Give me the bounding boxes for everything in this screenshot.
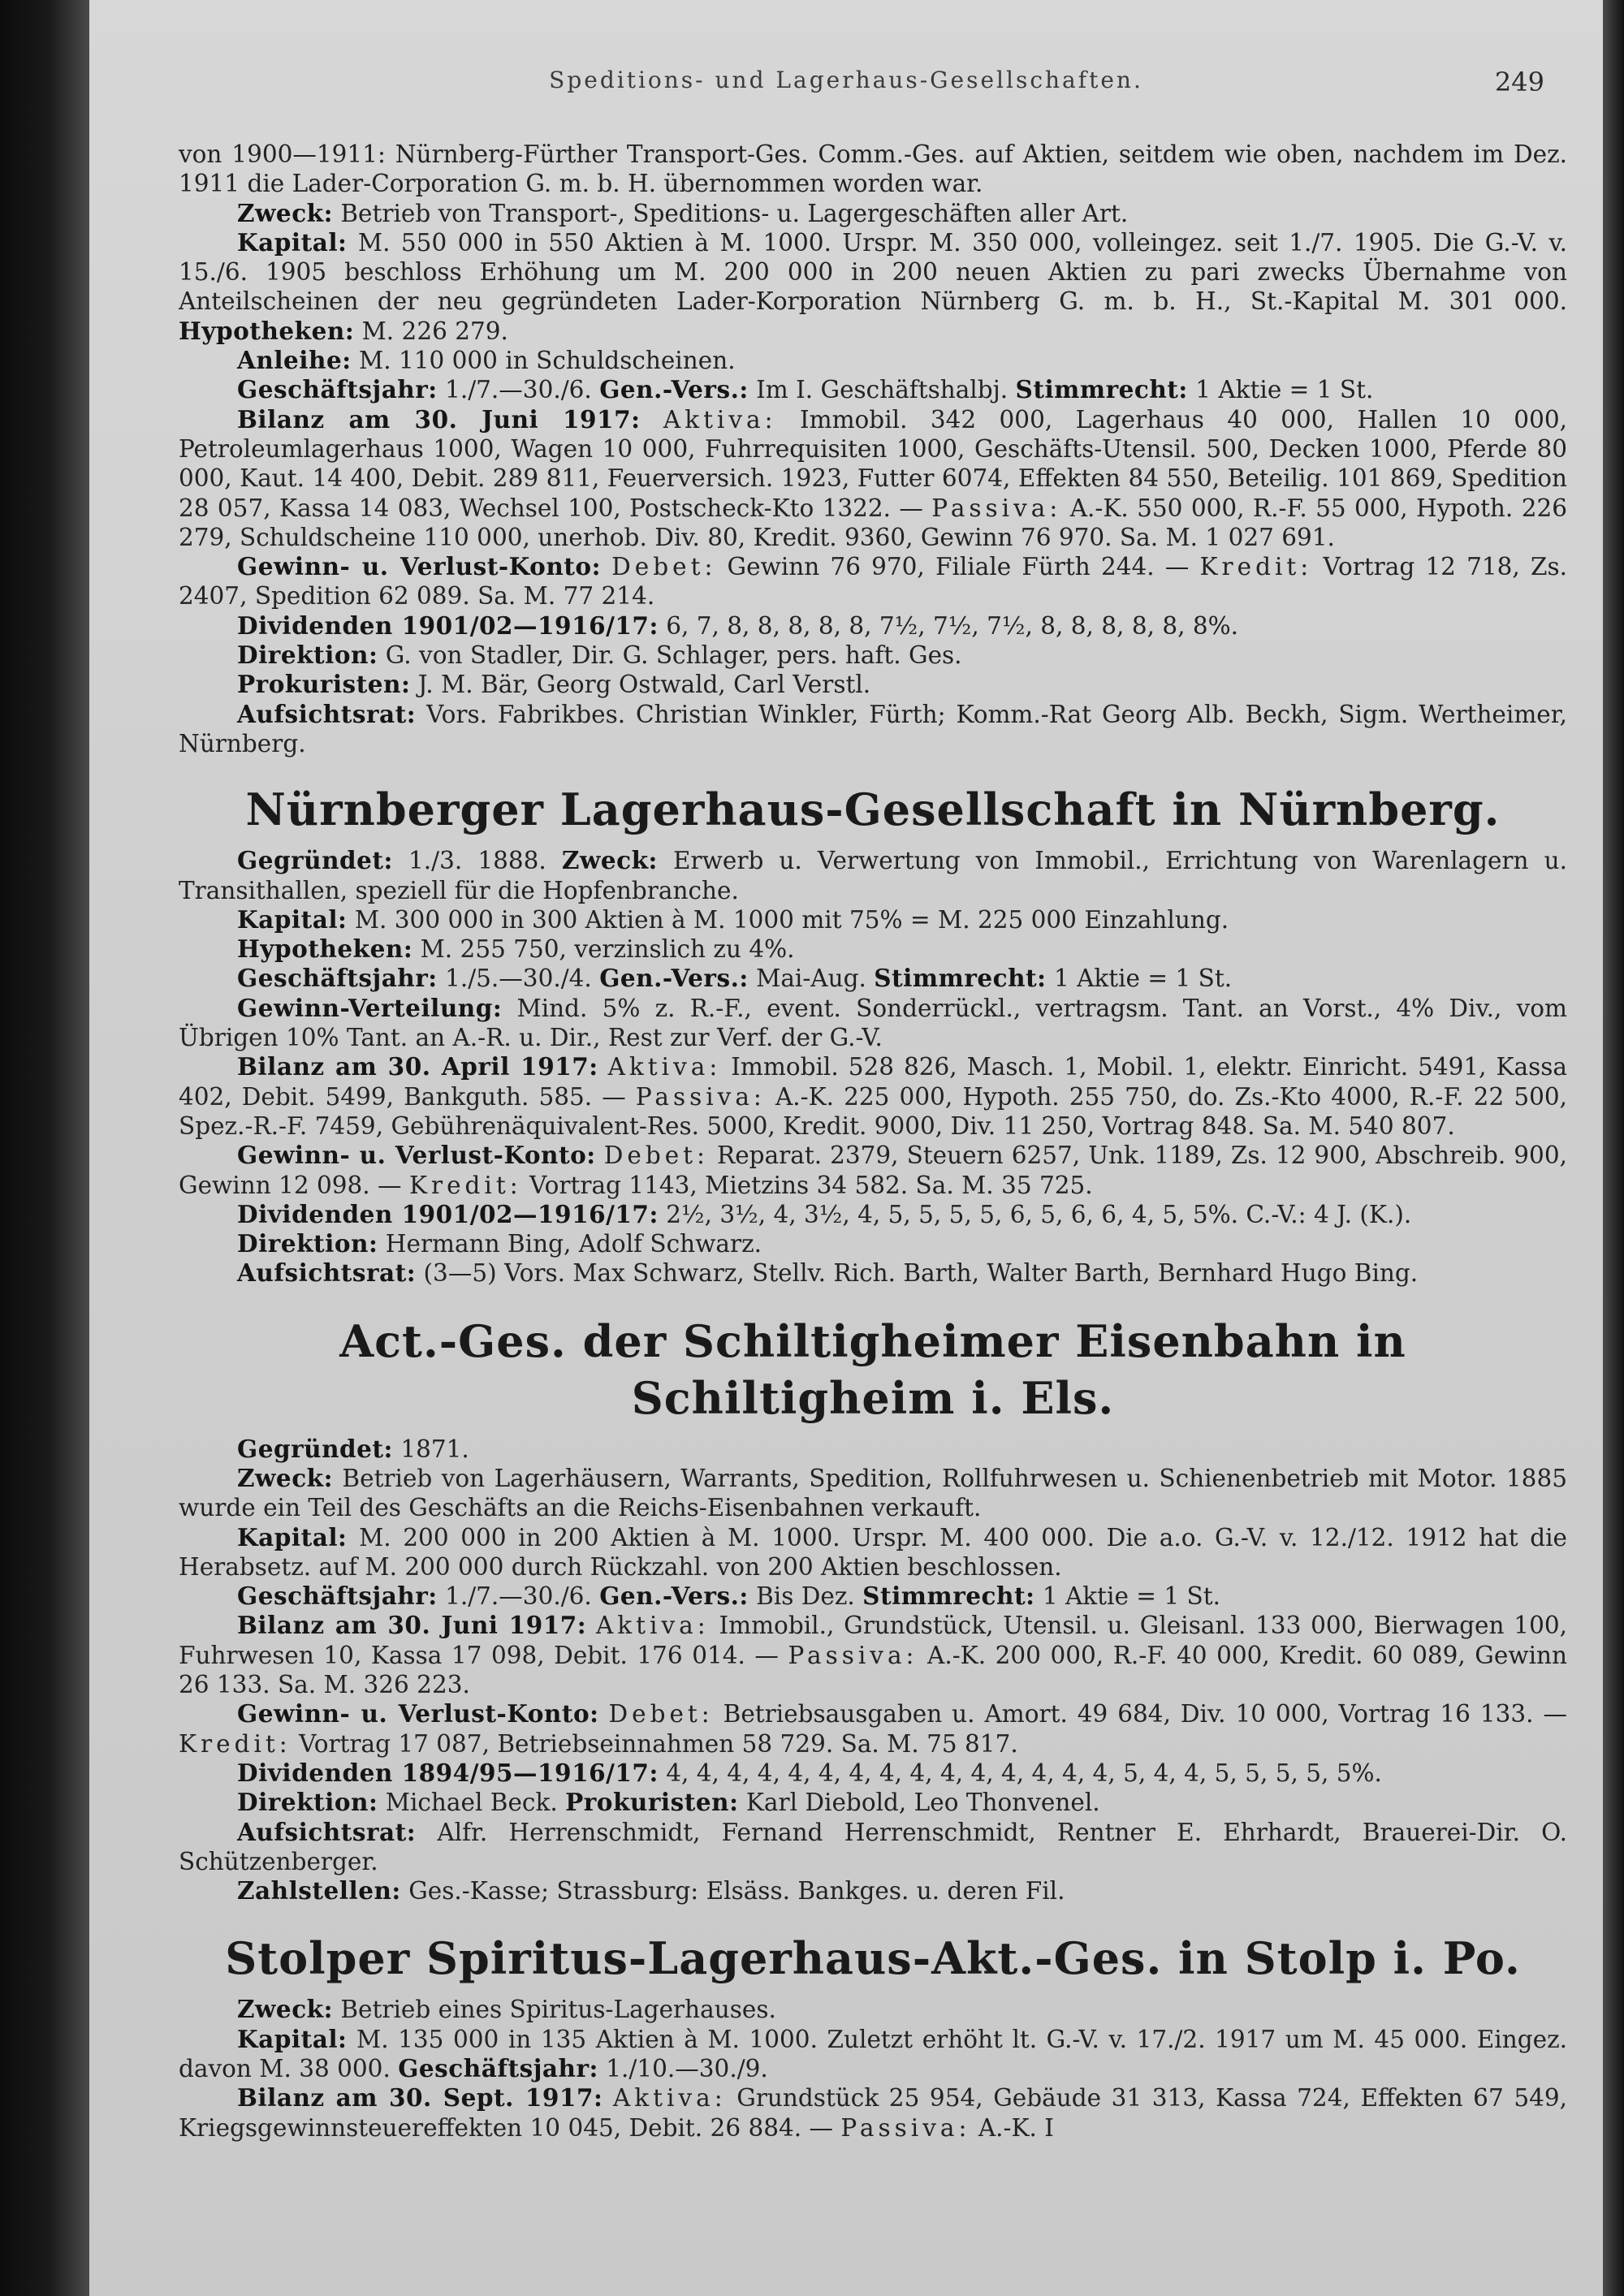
- field-label: Kapital:: [237, 904, 348, 934]
- field-label: Aufsichtsrat:: [237, 1817, 417, 1846]
- field-label: Direktion:: [237, 1788, 378, 1817]
- field-text: 1 Aktie = 1 St.: [1187, 376, 1374, 404]
- entry-paragraph: [179, 964, 1567, 993]
- field-label: Dividenden 1894/95—1916/17:: [237, 1758, 659, 1787]
- account-side-label: Aktiva:: [595, 1612, 710, 1640]
- account-side-label: Passiva:: [840, 2113, 971, 2142]
- field-text: A.-K. I: [970, 2113, 1054, 2142]
- entry-paragraph: [179, 1052, 1567, 1141]
- entry-paragraph: [179, 641, 1567, 670]
- field-label: Kapital:: [237, 2024, 348, 2053]
- field-label: Bilanz am 30. April 1917:: [237, 1052, 598, 1081]
- field-label: Kapital:: [237, 1522, 348, 1552]
- field-label: Zweck:: [237, 1463, 333, 1492]
- field-text: M. 300 000 in 300 Aktien à M. 1000 mit 75% = M. 225 000 Einzahlung.: [347, 905, 1229, 934]
- field-label: Bilanz am 30. Juni 1917:: [237, 1611, 587, 1640]
- field-text: M. 200 000 in 200 Aktien à M. 1000. Urspr. M. 400 000. Die a.o. G.-V. v. 12./12. 1912 hat die Herabsetz. auf M. 200 000 durch Rückzahl. von 200 Aktien beschlossen.: [179, 1523, 1567, 1581]
- field-label: Gegründet:: [237, 1434, 393, 1463]
- field-text: Bis Dez.: [748, 1582, 863, 1611]
- entry-paragraph: [179, 1788, 1567, 1817]
- field-text: M. 135 000 in 135 Aktien à M. 1000. Zuletzt erhöht lt. G.-V. v. 17./2. 1917 um M. 45 000. Eingez. davon M. 38 000.: [179, 2025, 1567, 2083]
- field-text: 4, 4, 4, 4, 4, 4, 4, 4, 4, 4, 4, 4, 4, 4, 4, 5, 4, 4, 5, 5, 5, 5, 5%.: [658, 1759, 1382, 1787]
- entry-paragraph: [179, 1141, 1567, 1200]
- field-label: Geschäftsjahr:: [237, 1582, 438, 1611]
- account-side-label: Debet:: [611, 553, 717, 581]
- field-label: Bilanz am 30. Sept. 1917:: [237, 2083, 603, 2113]
- field-text: 2½, 3½, 4, 3½, 4, 5, 5, 5, 5, 6, 5, 6, 6, 4, 5, 5%. C.-V.: 4 J. (K.).: [658, 1200, 1412, 1228]
- field-text: A.-K. 225 000, Hypoth. 255 750, do. Zs.-Kto 4000, R.-F. 22 500, Spez.-R.-F. 7459, Gebührenäquivalent-Res. 5000, Kredit. 9000, Div. 11 250, Vortrag 848. Sa. M. 540 807.: [179, 1082, 1567, 1140]
- field-text: Grundstück 25 954, Gebäude 31 313, Kassa 724, Effekten 67 549, Kriegsgewinnsteuereffekten 10 045, Debit. 26 884. —: [179, 2084, 1567, 2142]
- field-text: Vortrag 12 718, Zs. 2407, Spedition 62 089. Sa. M. 77 214.: [179, 553, 1567, 611]
- entry-paragraph: [179, 611, 1567, 641]
- field-text: Michael Beck.: [378, 1789, 566, 1817]
- field-text: G. von Stadler, Dir. G. Schlager, pers. haft. Ges.: [378, 641, 962, 670]
- field-label: Zweck:: [237, 198, 333, 227]
- entry-paragraph: [179, 905, 1567, 934]
- entry-paragraph: [179, 1759, 1567, 1788]
- field-text: [641, 406, 663, 434]
- field-text: Ges.-Kasse; Strassburg: Elsäss. Bankges. u. deren Fil.: [400, 1877, 1065, 1905]
- field-label: Dividenden 1901/02—1916/17:: [237, 1199, 659, 1228]
- field-label: Zweck:: [561, 846, 658, 875]
- field-label: Gewinn-Verteilung:: [237, 993, 503, 1022]
- entry-paragraph: [179, 1523, 1567, 1582]
- field-text: Vortrag 17 087, Betriebseinnahmen 58 729. Sa. M. 75 817.: [291, 1729, 1018, 1758]
- field-label: Prokuristen:: [565, 1788, 739, 1817]
- field-text: Immobil. 342 000, Lagerhaus 40 000, Hallen 10 000, Petroleumlagerhaus 1000, Wagen 10 000, Fuhrrequisiten 1000, Geschäfts-Utensil. 500, Decken 1000, Pferde 80 000, Kaut. 14 400, Debit. 289 811, Feuerversich. 1923, Futter 6074, Effekten 84 550, Beteilig. 101 869, Spedition 28 057, Kassa 14 083, Wechsel 100, Postscheck-Kto 1322. —: [179, 405, 1567, 522]
- field-text: Mind. 5% z. R.-F., event. Sonderrückl., vertragsm. Tant. an Vorst., 4% Div., vom Übrigen 10% Tant. an A.-R. u. Dir., Rest zur Verf. der G.-V.: [179, 994, 1567, 1052]
- field-label: Zweck:: [237, 1995, 333, 2024]
- entry-paragraph: [179, 2025, 1567, 2084]
- field-text: Betriebsausgaben u. Amort. 49 684, Div. 10 000, Vortrag 16 133. —: [713, 1700, 1567, 1728]
- field-text: [596, 1142, 604, 1169]
- company-entry: [179, 781, 1567, 1288]
- field-label: Prokuristen:: [237, 670, 411, 699]
- account-side-label: Aktiva:: [607, 1053, 722, 1081]
- entry-paragraph: [179, 1582, 1567, 1611]
- account-side-label: Passiva:: [788, 1641, 918, 1669]
- entry-paragraph: [179, 346, 1567, 375]
- field-label: Geschäftsjahr:: [398, 2054, 598, 2083]
- field-label: Anleihe:: [237, 346, 352, 375]
- field-label: Stimmrecht:: [874, 964, 1047, 993]
- field-label: Hypotheken:: [237, 934, 413, 964]
- field-text: Erwerb u. Verwertung von Immobil., Errichtung von Warenlagern u. Transithallen, speziell für die Hopfenbranche.: [179, 847, 1567, 904]
- entry-paragraph: [179, 670, 1567, 699]
- entry-paragraph: [179, 552, 1567, 611]
- entry-paragraph: [179, 405, 1567, 552]
- field-text: Betrieb von Lagerhäusern, Warrants, Spedition, Rollfuhrwesen u. Schienenbetrieb mit Motor. 1885 wurde ein Teil des Geschäfts an die Reichs-Eisenbahnen verkauft.: [179, 1464, 1567, 1522]
- account-side-label: Passiva:: [931, 494, 1062, 522]
- field-text: 1./7.—30./6.: [437, 1582, 600, 1611]
- field-label: Gewinn- u. Verlust-Konto:: [237, 1699, 599, 1728]
- field-text: A.-K. 550 000, R.-F. 55 000, Hypoth. 226 279, Schuldscheine 110 000, unerhob. Div. 80, Kredit. 9360, Gewinn 76 970. Sa. M. 1 027 691.: [179, 494, 1567, 551]
- running-head: Speditions- und Lagerhaus-Gesellschaften.: [549, 67, 1143, 93]
- field-label: Stimmrecht:: [1015, 375, 1188, 404]
- field-text: 1./3. 1888.: [392, 847, 562, 875]
- account-side-label: Debet:: [608, 1700, 714, 1728]
- account-side-label: Debet:: [603, 1142, 709, 1170]
- field-label: Aufsichtsrat:: [237, 1258, 417, 1288]
- field-label: Gen.-Vers.:: [599, 1582, 749, 1611]
- field-text: Betrieb von Transport-, Speditions- u. Lagergeschäften aller Art.: [333, 199, 1129, 227]
- entry-paragraph: [179, 994, 1567, 1053]
- account-side-label: Passiva:: [635, 1082, 766, 1111]
- field-text: M. 255 750, verzinslich zu 4%.: [412, 935, 795, 964]
- field-label: Gen.-Vers.:: [599, 375, 749, 404]
- page-body: [179, 140, 1567, 2143]
- entry-paragraph: [179, 199, 1567, 228]
- account-side-label: Kredit:: [179, 1729, 292, 1758]
- company-title: Nürnberger Lagerhaus-Gesellschaft in Nürnberg.: [245, 783, 1501, 836]
- field-label: Gewinn- u. Verlust-Konto:: [237, 552, 601, 581]
- entry-paragraph: [179, 1200, 1567, 1229]
- company-title: Act.-Ges. der Schiltigheimer Eisenbahn in Schiltigheim i. Els.: [339, 1314, 1406, 1424]
- company-entry: [179, 1930, 1567, 2142]
- field-label: Direktion:: [237, 1229, 378, 1258]
- field-label: Hypotheken:: [179, 316, 355, 345]
- field-text: [603, 2084, 613, 2112]
- field-text: 1 Aktie = 1 St.: [1046, 965, 1233, 993]
- field-text: Betrieb eines Spiritus-Lagerhauses.: [333, 1996, 776, 2024]
- field-text: M. 226 279.: [354, 317, 508, 345]
- field-text: von 1900—1911: Nürnberg-Fürther Transport-Ges. Comm.-Ges. auf Aktien, seitdem wie oben, nachdem im Dez. 1911 die Lader-Corporation G. m. b. H. übernommen worden war.: [179, 140, 1567, 198]
- field-text: Reparat. 2379, Steuern 6257, Unk. 1189, Zs. 12 900, Abschreib. 900, Gewinn 12 098. —: [179, 1142, 1567, 1199]
- entry-paragraph: [179, 1258, 1567, 1288]
- entry-paragraph: [179, 1435, 1567, 1464]
- entry-paragraph: [179, 2083, 1567, 2143]
- company-title: Stolper Spiritus-Lagerhaus-Akt.-Ges. in Stolp i. Po.: [225, 1932, 1521, 1985]
- field-text: [598, 1053, 608, 1081]
- field-label: Dividenden 1901/02—1916/17:: [237, 611, 659, 640]
- field-text: Immobil. 528 826, Masch. 1, Mobil. 1, elektr. Einricht. 5491, Kassa 402, Debit. 5499, Bankguth. 585. —: [179, 1053, 1567, 1111]
- field-text: [601, 553, 611, 580]
- field-text: 1./5.—30./4.: [437, 965, 600, 993]
- field-text: [599, 1700, 609, 1728]
- field-text: Karl Diebold, Leo Thonvenel.: [738, 1789, 1100, 1817]
- document-page: [89, 0, 1603, 2296]
- account-side-label: Kredit:: [408, 1171, 522, 1199]
- field-label: Geschäftsjahr:: [237, 375, 438, 404]
- entry-paragraph: [179, 1611, 1567, 1699]
- entry-paragraph: [179, 1229, 1567, 1258]
- entry-paragraph: [179, 140, 1567, 199]
- account-side-label: Kredit:: [1199, 553, 1313, 581]
- field-label: Bilanz am 30. Juni 1917:: [237, 404, 641, 434]
- field-text: Vors. Fabrikbes. Christian Winkler, Fürth; Komm.-Rat Georg Alb. Beckh, Sigm. Wertheimer, Nürnberg.: [179, 700, 1567, 757]
- scan-margin-left: [0, 0, 89, 2296]
- field-text: A.-K. 200 000, R.-F. 40 000, Kredit. 60 089, Gewinn 26 133. Sa. M. 326 223.: [179, 1641, 1568, 1699]
- page-header: [89, 67, 1603, 107]
- scan-margin-right: [1603, 0, 1624, 2296]
- field-label: Zahlstellen:: [237, 1876, 401, 1905]
- field-text: 6, 7, 8, 8, 8, 8, 8, 7½, 7½, 7½, 8, 8, 8, 8, 8, 8%.: [658, 611, 1239, 640]
- field-text: 1871.: [392, 1435, 469, 1463]
- field-text: 1./10.—30./9.: [598, 2055, 768, 2083]
- account-side-label: Aktiva:: [663, 405, 777, 434]
- field-text: J. M. Bär, Georg Ostwald, Carl Verstl.: [410, 671, 871, 699]
- company-entry: [179, 140, 1567, 758]
- field-text: M. 110 000 in Schuldscheinen.: [351, 347, 736, 375]
- field-label: Direktion:: [237, 641, 378, 670]
- field-label: Geschäftsjahr:: [237, 964, 438, 993]
- field-text: Gewinn 76 970, Filiale Fürth 244. —: [716, 553, 1200, 581]
- entry-paragraph: [179, 375, 1567, 404]
- field-text: M. 550 000 in 550 Aktien à M. 1000. Urspr. M. 350 000, volleingez. seit 1./7. 1905. Die G.-V. v. 15./6. 1905 beschloss Erhöhung um M. 200 000 in 200 neuen Aktien zu pari zwecks Übernahme von Anteilscheinen der neu gegründeten Lader-Korporation Nürnberg G. m. b. H., St.-Kapital M. 301 000.: [179, 228, 1567, 316]
- field-text: (3—5) Vors. Max Schwarz, Stellv. Rich. Barth, Walter Barth, Bernhard Hugo Bing.: [416, 1259, 1419, 1288]
- field-label: Gen.-Vers.:: [599, 964, 749, 993]
- account-side-label: Aktiva:: [612, 2084, 727, 2113]
- field-text: Vortrag 1143, Mietzins 34 582. Sa. M. 35 725.: [521, 1171, 1093, 1199]
- entry-paragraph: [179, 846, 1567, 905]
- entry-paragraph: [179, 1699, 1567, 1759]
- field-label: Stimmrecht:: [862, 1582, 1035, 1611]
- field-label: Gegründet:: [237, 846, 393, 875]
- field-label: Aufsichtsrat:: [237, 699, 417, 728]
- field-text: Im I. Geschäftshalbj.: [748, 376, 1016, 404]
- entry-paragraph: [179, 228, 1567, 346]
- entry-paragraph: [179, 700, 1567, 759]
- entry-paragraph: [179, 1464, 1567, 1523]
- field-label: Kapital:: [237, 227, 348, 257]
- page-number: 249: [1494, 67, 1544, 97]
- field-label: Gewinn- u. Verlust-Konto:: [237, 1141, 596, 1170]
- company-entry: [179, 1313, 1567, 1906]
- entry-paragraph: [179, 1995, 1567, 2024]
- field-text: Hermann Bing, Adolf Schwarz.: [378, 1230, 762, 1258]
- field-text: 1./7.—30./6.: [437, 376, 600, 404]
- field-text: Immobil., Grundstück, Utensil. u. Gleisanl. 133 000, Bierwagen 100, Fuhrwesen 10, Kassa 17 098, Debit. 176 014. —: [179, 1612, 1567, 1669]
- field-text: Mai-Aug.: [748, 965, 875, 993]
- field-text: Alfr. Herrenschmidt, Fernand Herrenschmidt, Rentner E. Ehrhardt, Brauerei-Dir. O. Schützenberger.: [179, 1818, 1567, 1875]
- entry-paragraph: [179, 934, 1567, 964]
- entry-paragraph: [179, 1876, 1567, 1905]
- entry-paragraph: [179, 1818, 1567, 1877]
- field-text: 1 Aktie = 1 St.: [1034, 1582, 1220, 1611]
- field-text: [586, 1612, 596, 1639]
